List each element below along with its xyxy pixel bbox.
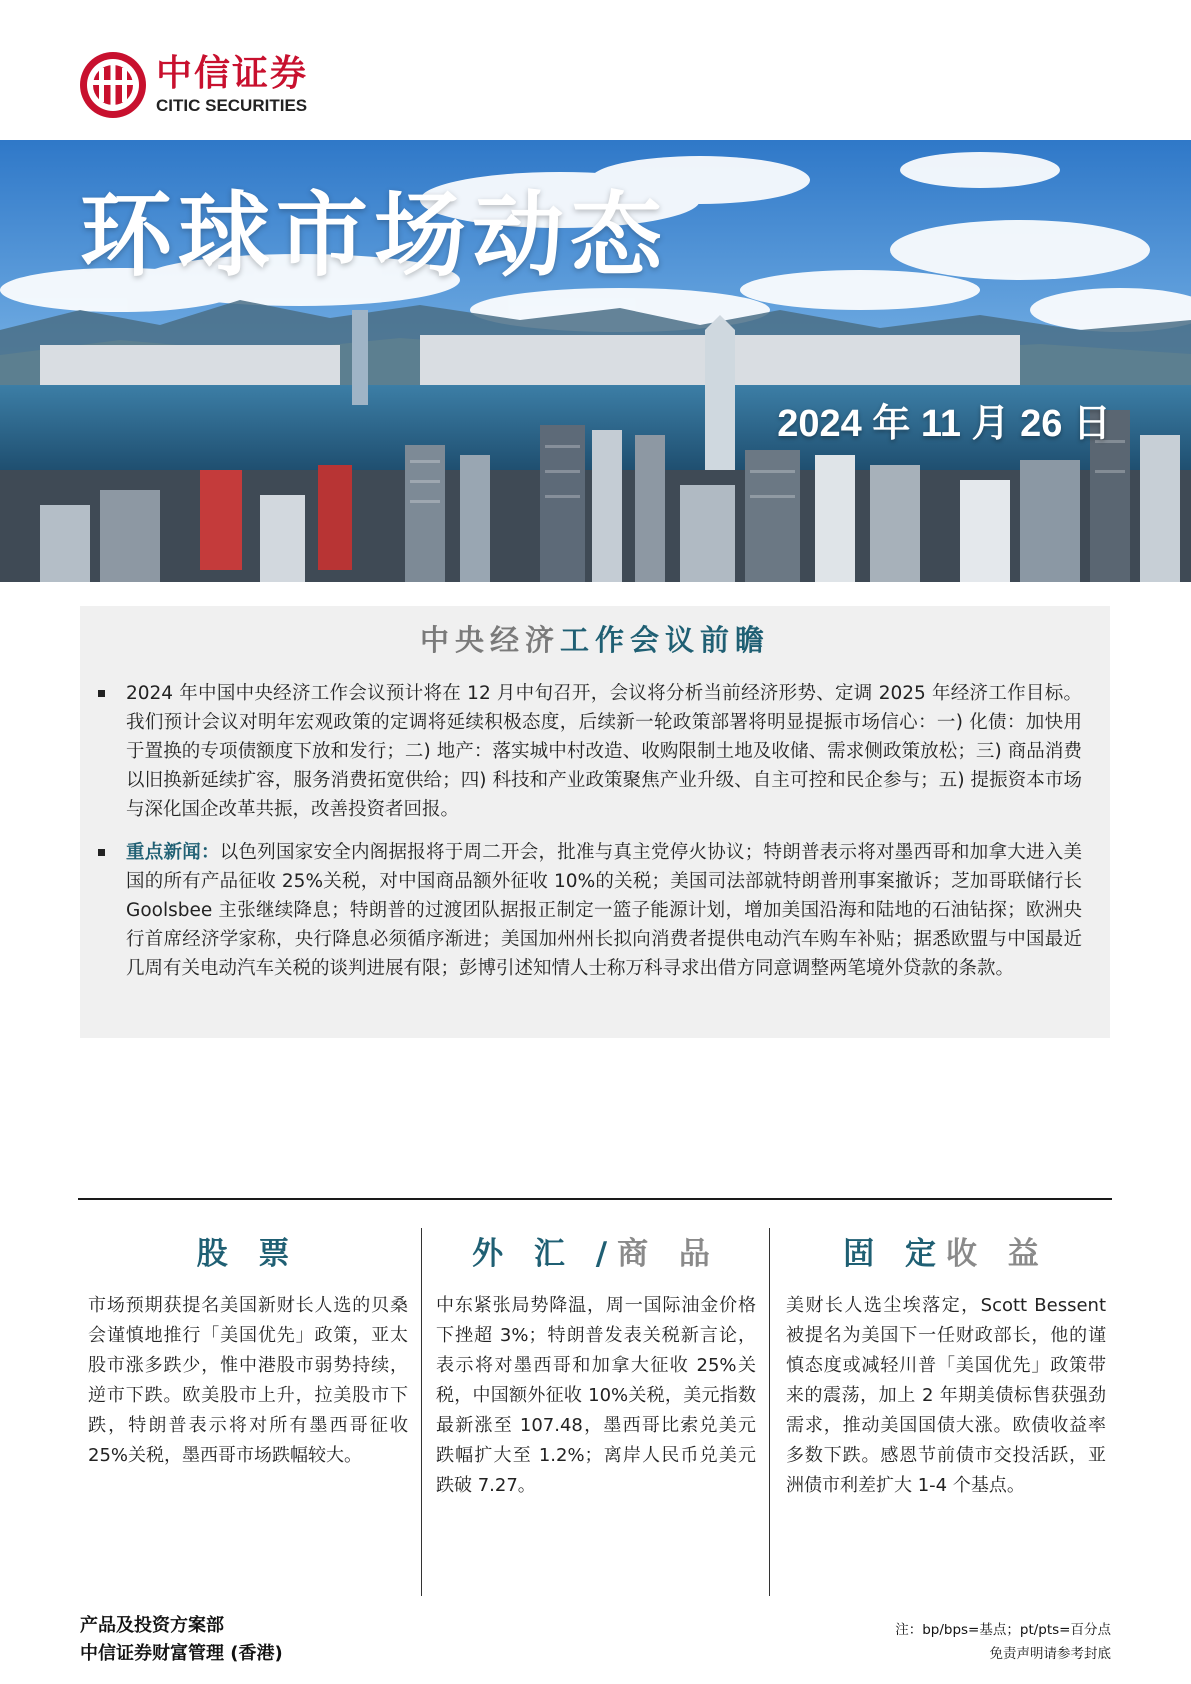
equity-title: 股 票 xyxy=(196,1236,300,1272)
equity-body: 市场预期获提名美国新财长人选的贝桑会谨慎地推行「美国优先」政策，亚太股市涨多跌少，惟中港股市弱势持续，逆市下跌。欧美股市上升，拉美股市下跌，特朗普表示将对所有墨西哥征收 25%关税，墨西哥市场跌幅较大。 xyxy=(88,1295,408,1466)
summary-bullet-outlook: 2024 年中国中央经济工作会议预计将在 12 月中旬召开，会议将分析当前经济形势、定调 2025 年经济工作目标。我们预计会议对明年宏观政策的定调将延续积极态度，后续新一轮政策部署将明显提振市场信心：一) 化债：加快用于置换的专项债额度下放和发行；二) 地产：落实城中村改造、收购限制土地及收储、需求侧政策放松；三) 商品消费以旧换新延续扩容，服务消费拓宽供给；四) 科技和产业政策聚焦产业升级、自主可控和民企参与；五) 提振资本市场与深化国企改革共振，改善投资者回报。 xyxy=(90,679,1082,824)
fixed-income-body: 美财长人选尘埃落定，Scott Bessent 被提名为美国下一任财政部长，他的谨慎态度或减轻川普「美国优先」政策带来的震荡，加上 2 年期美债标售获强劲需求，推动美国国债大涨。欧债收益率多数下跌。感恩节前债市交投活跃，亚洲债市利差扩大 1-4 个基点。 xyxy=(786,1295,1106,1496)
fixed-income-column xyxy=(786,1228,1106,1501)
summary-title-part2: 工作会议前瞻 xyxy=(560,623,771,657)
report-title: 环球市场动态 xyxy=(80,182,669,289)
footer-dept: 产品及投资方案部 xyxy=(80,1615,224,1636)
section-divider xyxy=(78,1198,1112,1200)
summary-bullet-news xyxy=(90,838,1082,983)
column-divider xyxy=(421,1228,422,1596)
footer-publisher xyxy=(80,1612,283,1668)
fx-commodity-column xyxy=(436,1228,756,1501)
summary-title xyxy=(80,618,1110,659)
news-text: 以色列国家安全内阁据报将于周二开会，批准与真主党停火协议；特朗普表示将对墨西哥和加拿大进入美国的所有产品征收 25%关税，对中国商品额外征收 10%的关税；美国司法部就特朗普刑事案撤诉；芝加哥联储行长 Goolsbee 主张继续降息；特朗普的过渡团队据报正制定一篮子能源计划，增加美国沿海和陆地的石油钻探；欧洲央行首席经济学家称，央行降息必须循序渐进；美国加州州长拟向消费者提供电动汽车购车补贴；据悉欧盟与中国最近几周有关电动汽车关税的谈判进展有限；彭博引述知情人士称万科寻求出借方同意调整两笔境外贷款的条款。 xyxy=(126,842,1082,979)
equity-column xyxy=(88,1228,408,1471)
news-label: 重点新闻： xyxy=(126,842,220,863)
summary-box xyxy=(80,606,1110,1038)
brand-name-cn: 中信证券 xyxy=(156,53,309,94)
fx-body: 中东紧张局势降温，周一国际油金价格下挫超 3%；特朗普发表关税新言论，表示将对墨西哥和加拿大征收 25%关税，中国额外征收 10%关税，美元指数最新涨至 107.48，墨西哥比索兑美元跌幅扩大至 1.2%；离岸人民币兑美元跌破 7.27。 xyxy=(436,1295,756,1496)
footer-notes xyxy=(895,1618,1111,1666)
footer-division: 中信证券财富管理 (香港) xyxy=(80,1643,283,1664)
fx-title: 外 汇 /商 品 xyxy=(472,1236,720,1272)
citic-logo-icon xyxy=(78,50,148,120)
hero-banner xyxy=(0,140,1191,582)
footer-disclaimer: 免责声明请参考封底 xyxy=(989,1646,1111,1662)
report-date: 2024 年 11 月 26 日 xyxy=(777,403,1111,445)
brand-name-en: CITIC SECURITIES xyxy=(156,96,308,115)
summary-title-part1: 中央经济 xyxy=(419,623,560,657)
fixed-income-title: 固 定收 益 xyxy=(843,1236,1049,1272)
brand-logo xyxy=(78,50,308,120)
column-divider xyxy=(769,1228,770,1596)
summary-bullets xyxy=(90,679,1082,983)
footer-note: 注：bp/bps=基点；pt/pts=百分点 xyxy=(895,1622,1111,1638)
